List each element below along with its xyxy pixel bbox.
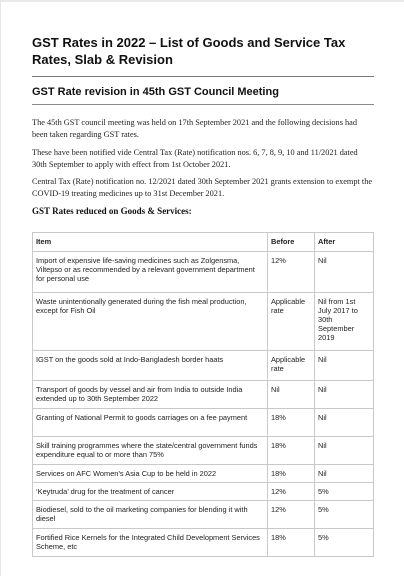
- table-row: [33, 409, 374, 437]
- page-top-edge: [1, 0, 404, 2]
- gst-rates-table: [32, 232, 374, 557]
- paragraph-notification: These have been notified vide Central Tax (Rate) notification nos. 6, 7, 8, 9, 10 and 11/2021 dated 30th September to apply with effect from 1st October 2021.: [32, 148, 358, 169]
- table-header-row: [33, 233, 374, 252]
- cell-item: Fortified Rice Kernels for the Integrated Child Development Services Scheme, etc: [33, 529, 268, 557]
- table-row: [33, 529, 374, 557]
- table-row: [33, 293, 374, 351]
- table-heading: GST Rates reduced on Goods & Services:: [32, 206, 192, 216]
- paragraph-meeting: The 45th GST council meeting was held on 17th September 2021 and the following decisions had been taken regarding GST rates.: [32, 118, 357, 139]
- title-divider: [32, 76, 374, 77]
- cell-item: ‘Keytruda’ drug for the treatment of cancer: [33, 483, 268, 501]
- header-item: Item: [33, 233, 268, 252]
- cell-item: Transport of goods by vessel and air from India to outside India extended up to 30th September 2022: [33, 381, 268, 409]
- cell-after: 5%: [315, 483, 374, 501]
- section-title: GST Rate revision in 45th GST Council Meeting: [32, 86, 279, 98]
- cell-before: 18%: [268, 437, 315, 465]
- cell-item: IGST on the goods sold at Indo-Bangladesh border haats: [33, 351, 268, 381]
- table-row: [33, 483, 374, 501]
- cell-after: 5%: [315, 501, 374, 529]
- table-row: [33, 252, 374, 293]
- cell-after: 5%: [315, 529, 374, 557]
- cell-after: Nil from 1st July 2017 to 30th September 2019: [315, 293, 374, 351]
- cell-before: Applicable rate: [268, 293, 315, 351]
- cell-item: Skill training programmes where the state/central government funds expenditure equal to or more than 75%: [33, 437, 268, 465]
- cell-after: Nil: [315, 351, 374, 381]
- table-row: [33, 501, 374, 529]
- cell-before: 18%: [268, 529, 315, 557]
- cell-before: 12%: [268, 252, 315, 293]
- cell-after: Nil: [315, 409, 374, 437]
- cell-before: 12%: [268, 483, 315, 501]
- cell-after: Nil: [315, 465, 374, 483]
- cell-item: Granting of National Permit to goods carriages on a fee payment: [33, 409, 268, 437]
- header-after: After: [315, 233, 374, 252]
- cell-before: 18%: [268, 409, 315, 437]
- cell-after: Nil: [315, 381, 374, 409]
- cell-before: Nil: [268, 381, 315, 409]
- table-row: [33, 381, 374, 409]
- cell-before: 18%: [268, 465, 315, 483]
- table-row: [33, 351, 374, 381]
- cell-after: Nil: [315, 437, 374, 465]
- cell-before: Applicable rate: [268, 351, 315, 381]
- header-before: Before: [268, 233, 315, 252]
- document-title: GST Rates in 2022 – List of Goods and Service Tax Rates, Slab & Revision: [32, 35, 346, 67]
- table-row: [33, 465, 374, 483]
- cell-item: Biodiesel, sold to the oil marketing companies for blending it with diesel: [33, 501, 268, 529]
- cell-after: Nil: [315, 252, 374, 293]
- section-divider: [32, 104, 374, 105]
- cell-item: Import of expensive life-saving medicines such as Zolgensma, Viltepso or as recommended by a relevant government department for personal use: [33, 252, 268, 293]
- cell-before: 12%: [268, 501, 315, 529]
- paragraph-extension: Central Tax (Rate) notification no. 12/2021 dated 30th September 2021 grants extension to exempt the COVID-19 treating medicines up to 31st December 2021.: [32, 177, 373, 198]
- table-row: [33, 437, 374, 465]
- cell-item: Services on AFC Women’s Asia Cup to be held in 2022: [33, 465, 268, 483]
- cell-item: Waste unintentionally generated during the fish meal production, except for Fish Oil: [33, 293, 268, 351]
